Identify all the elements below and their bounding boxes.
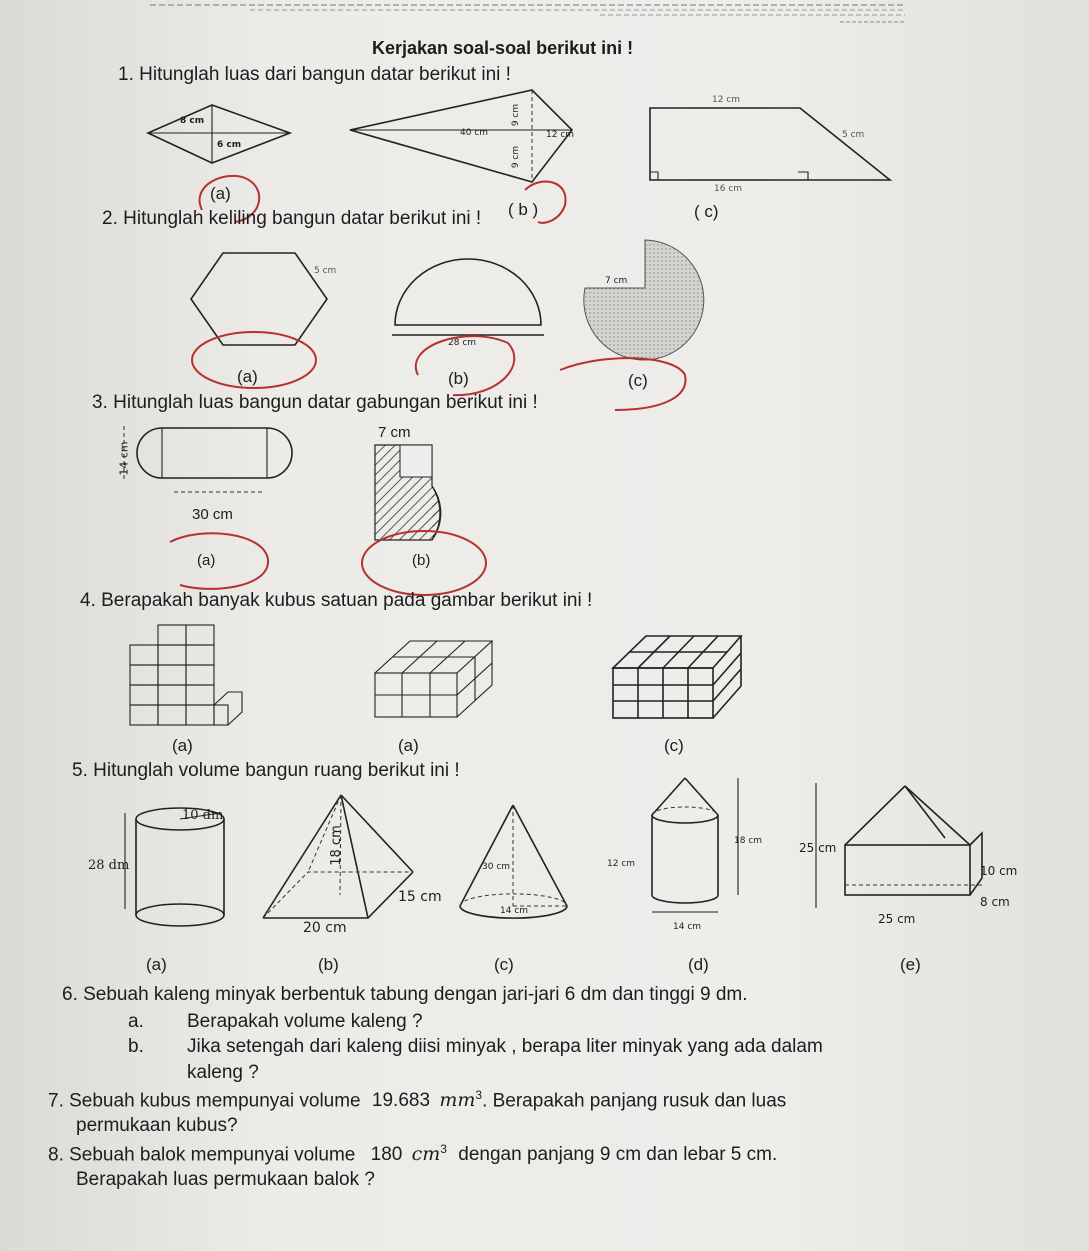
- q5a-height-dim: 28 dm: [88, 858, 130, 873]
- q5c-label: (c): [494, 955, 514, 974]
- q1b-dim-12cm: 12 cm: [546, 130, 575, 140]
- q2b-dim: 28 cm: [448, 338, 477, 348]
- q1b-dim-40cm: 40 cm: [460, 128, 489, 138]
- q4a-cube-stack: [125, 620, 255, 730]
- q2-text: 2. Hitunglah keliling bangun datar berikut ini !: [102, 208, 482, 229]
- q1a-diagonal-2: 6 cm: [217, 140, 242, 150]
- q8-volume-unit: cm: [411, 1143, 441, 1166]
- q4c-label: (c): [664, 736, 684, 755]
- q8-line1: [48, 1142, 777, 1166]
- q3a-label: (a): [197, 552, 216, 569]
- q1a-diagonal-1: 8 cm: [180, 116, 205, 126]
- q2c-label: (c): [628, 371, 648, 390]
- q2a-side-dim: 5 cm: [314, 266, 337, 276]
- q1b-dim-9cm-top: 9 cm: [511, 103, 522, 127]
- q3a-stadium: [112, 420, 312, 515]
- q7-volume-value: 19.683: [371, 1090, 431, 1112]
- q5b-label: (b): [318, 955, 339, 974]
- q2a-annotation-circle: [192, 328, 332, 393]
- q6b-text-line2: kaleng ?: [187, 1062, 259, 1083]
- q5-text: 5. Hitunglah volume bangun ruang berikut ini !: [72, 760, 460, 781]
- q1b-label: ( b ): [508, 200, 539, 219]
- q3-text: 3. Hitunglah luas bangun datar gabungan berikut ini !: [92, 392, 538, 413]
- q5b-length-dim: 20 cm: [303, 920, 347, 936]
- q5d-height-1: 18 cm: [734, 836, 763, 846]
- q5a-label: (a): [146, 955, 167, 974]
- q2c-three-quarter-circle: [585, 240, 705, 360]
- q5e-height-2: 10 cm: [980, 864, 1018, 878]
- q5b-height-dim: 18 cm: [328, 825, 344, 866]
- q5d-height-2: 12 cm: [607, 859, 636, 869]
- q6b-text-line1: Jika setengah dari kaleng diisi minyak , berapa liter minyak yang ada dalam: [187, 1036, 823, 1057]
- q1a-label: (a): [210, 184, 231, 203]
- q4c-cube-frame: [608, 628, 753, 723]
- q7-volume-exp: 3: [475, 1088, 483, 1102]
- q3b-dim: 7 cm: [378, 424, 411, 441]
- q1c-trapezoid: [650, 108, 900, 183]
- top-dashed-line: [0, 0, 1089, 20]
- q1b-annotation-circle: [520, 170, 580, 230]
- q6a-marker: a.: [128, 1011, 144, 1032]
- q1b-dim-9cm-bottom: 9 cm: [511, 145, 522, 169]
- q7-text-pre: 7. Sebuah kubus mempunyai volume: [48, 1090, 361, 1112]
- q8-line2: Berapakah luas permukaan balok ?: [76, 1169, 375, 1190]
- q7-line2: permukaan kubus?: [76, 1115, 238, 1136]
- q8-volume-exp: 3: [440, 1142, 447, 1156]
- q7-volume-unit: mm: [439, 1089, 476, 1112]
- q5c-diameter-dim: 14 cm: [500, 906, 529, 916]
- q8-text-post: dengan panjang 9 cm dan lebar 5 cm.: [458, 1144, 778, 1166]
- q5a-cylinder: [120, 805, 230, 935]
- q4-text: 4. Berapakah banyak kubus satuan pada gambar berikut ini !: [80, 590, 593, 611]
- q6b-marker: b.: [128, 1036, 144, 1057]
- q5d-diameter: 14 cm: [673, 922, 702, 932]
- q2b-label: (b): [448, 369, 469, 388]
- q1c-bottom-dim: 16 cm: [714, 184, 743, 194]
- q6a-text: Berapakah volume kaleng ?: [187, 1011, 423, 1032]
- q5c-slant-dim: 30 cm: [482, 862, 511, 872]
- q5b-width-dim: 15 cm: [398, 889, 442, 905]
- q8-volume-value: 180: [370, 1144, 403, 1166]
- q3a-height-dim: 14 cm: [117, 441, 131, 476]
- q1c-top-dim: 12 cm: [712, 95, 741, 105]
- q5e-width: 8 cm: [980, 895, 1010, 909]
- q3a-width-dim: 30 cm: [192, 506, 233, 523]
- q5e-label: (e): [900, 955, 921, 974]
- q5d-cone-cylinder: [610, 770, 763, 930]
- q2c-dim: 7 cm: [605, 276, 628, 286]
- q5a-radius-dim: 10 dm: [182, 808, 224, 823]
- q5d-label: (d): [688, 955, 709, 974]
- q5e-height-1: 25 cm: [799, 841, 837, 855]
- q7-line1: [48, 1088, 786, 1112]
- q1-text: 1. Hitunglah luas dari bangun datar berikut ini !: [118, 64, 511, 85]
- q4b-label: (a): [398, 736, 419, 755]
- q4b-cube-block: [370, 633, 510, 723]
- q8-text-pre: 8. Sebuah balok mempunyai volume: [48, 1144, 356, 1166]
- q4a-label: (a): [172, 736, 193, 755]
- q6-text: 6. Sebuah kaleng minyak berbentuk tabung dengan jari-jari 6 dm dan tinggi 9 dm.: [62, 984, 748, 1005]
- q3b-label: (b): [412, 552, 431, 569]
- q2c-annotation-circle: [545, 350, 695, 420]
- q5e-length: 25 cm: [878, 912, 916, 926]
- q1c-label: ( c): [694, 202, 719, 221]
- q1c-side-dim: 5 cm: [842, 130, 865, 140]
- q2a-label: (a): [237, 367, 258, 386]
- q7-text-post: . Berapakah panjang rusuk dan luas: [482, 1090, 787, 1112]
- page-title: Kerjakan soal-soal berikut ini !: [372, 38, 634, 58]
